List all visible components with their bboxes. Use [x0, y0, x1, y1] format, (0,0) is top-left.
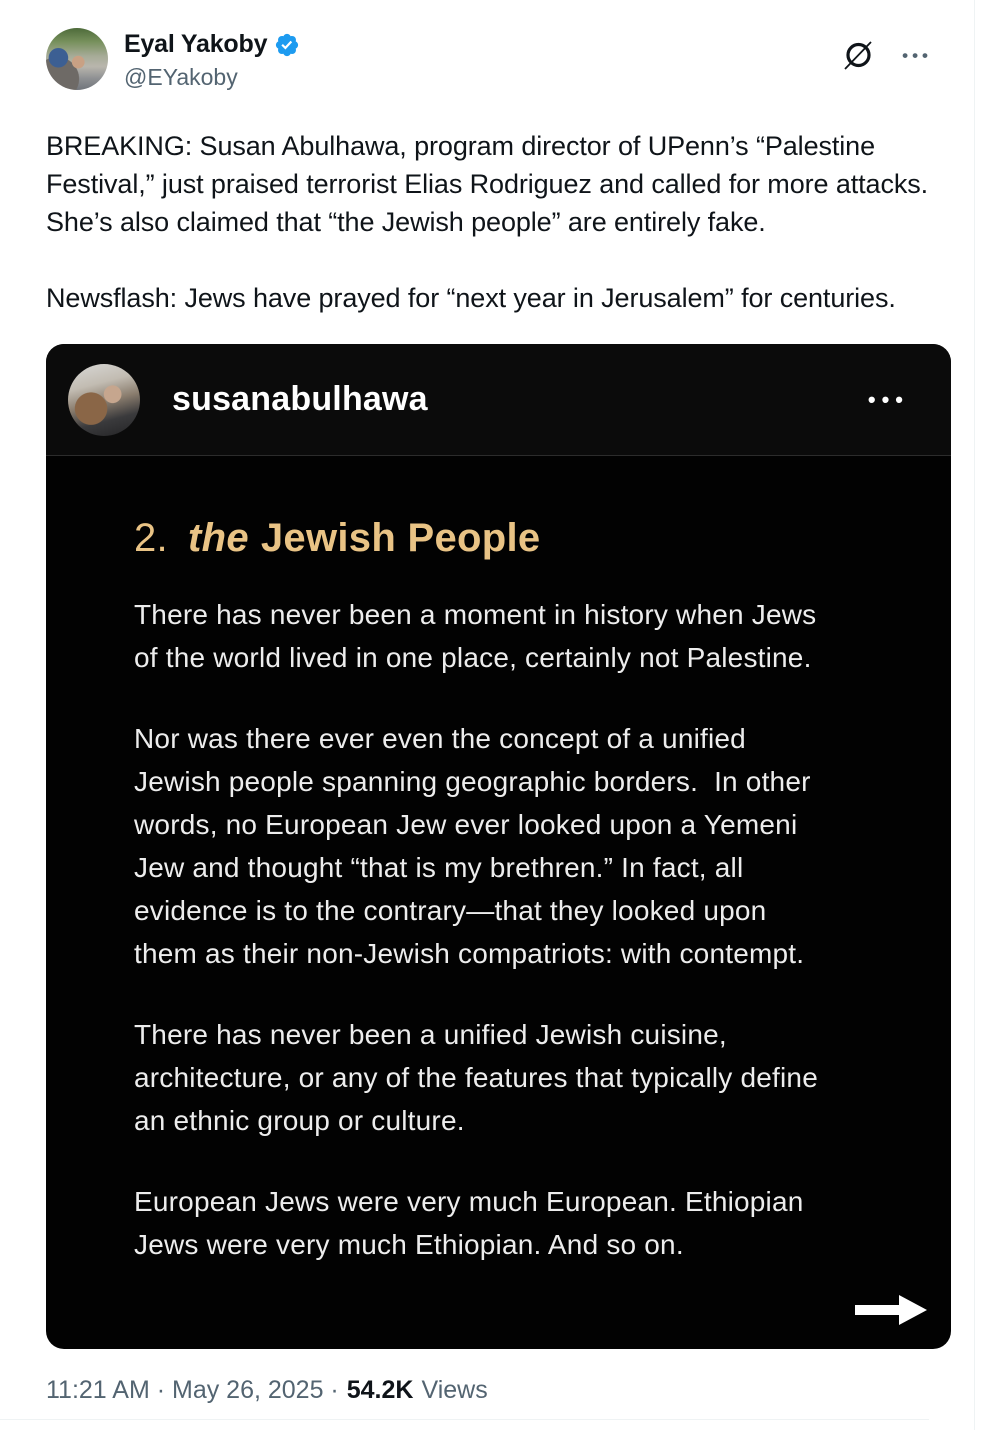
tweet: [46, 28, 950, 1420]
tweet-divider: [0, 1419, 929, 1420]
embedded-post-header: [46, 344, 951, 456]
tweet-header: [46, 28, 950, 91]
tweet-footer: [46, 1376, 950, 1405]
slide-paragraph: Nor was there ever even the concept of a unified Jewish people spanning geographic borders. In other words, no European Jew ever looked upon a Yemeni Jew and thought “that is my brethren.” In fact, all evidence is to the contrary—that they looked upon them as their non-Jewish compatriots: with contempt.: [134, 723, 819, 969]
author-handle[interactable]: @EYakoby: [124, 64, 238, 90]
slide-paragraph: There has never been a unified Jewish cuisine, architecture, or any of the features that typically define an ethnic group or culture.: [134, 1019, 826, 1136]
next-arrow-icon: [855, 1293, 927, 1327]
author-id-block: [124, 28, 300, 91]
embedded-slide: [46, 456, 951, 1266]
slide-title-rest: Jewish People: [260, 516, 541, 560]
tweet-text-paragraph: Newsflash: Jews have prayed for “next year in Jerusalem” for centuries.: [46, 283, 896, 313]
author-name[interactable]: Eyal Yakoby: [124, 30, 268, 58]
embedded-post-username: susanabulhawa: [172, 380, 428, 418]
slide-paragraph: There has never been a moment in history when Jews of the world lived in one place, certainly not Palestine.: [134, 599, 825, 673]
views-count: 54.2K: [346, 1376, 414, 1404]
slide-title-number: 2.: [134, 516, 168, 560]
more-options-icon[interactable]: •••: [902, 46, 932, 65]
author-avatar[interactable]: [46, 28, 108, 90]
verified-badge-icon: [274, 32, 300, 58]
slide-title-italic: the: [187, 516, 249, 560]
slide-title: [134, 516, 871, 561]
tweet-timestamp[interactable]: 11:21 AM · May 26, 2025 ·: [46, 1376, 339, 1404]
slide-paragraph: European Jews were very much European. Ethiopian Jews were very much Ethiopian. And so on.: [134, 1186, 812, 1260]
views-label: Views: [421, 1376, 488, 1404]
embedded-post-more-icon: •••: [867, 386, 909, 412]
tweet-text-paragraph: BREAKING: Susan Abulhawa, program director of UPenn’s “Palestine Festival,” just praised terrorist Elias Rodriguez and called for more attacks. She’s also claimed that “the Jewish people” are entirely fake.: [46, 131, 929, 237]
embedded-post-avatar: [68, 364, 140, 436]
embedded-image-card[interactable]: [46, 344, 951, 1349]
tweet-text: [46, 127, 946, 317]
grok-icon[interactable]: [840, 38, 876, 74]
tweet-header-actions: [840, 28, 950, 74]
